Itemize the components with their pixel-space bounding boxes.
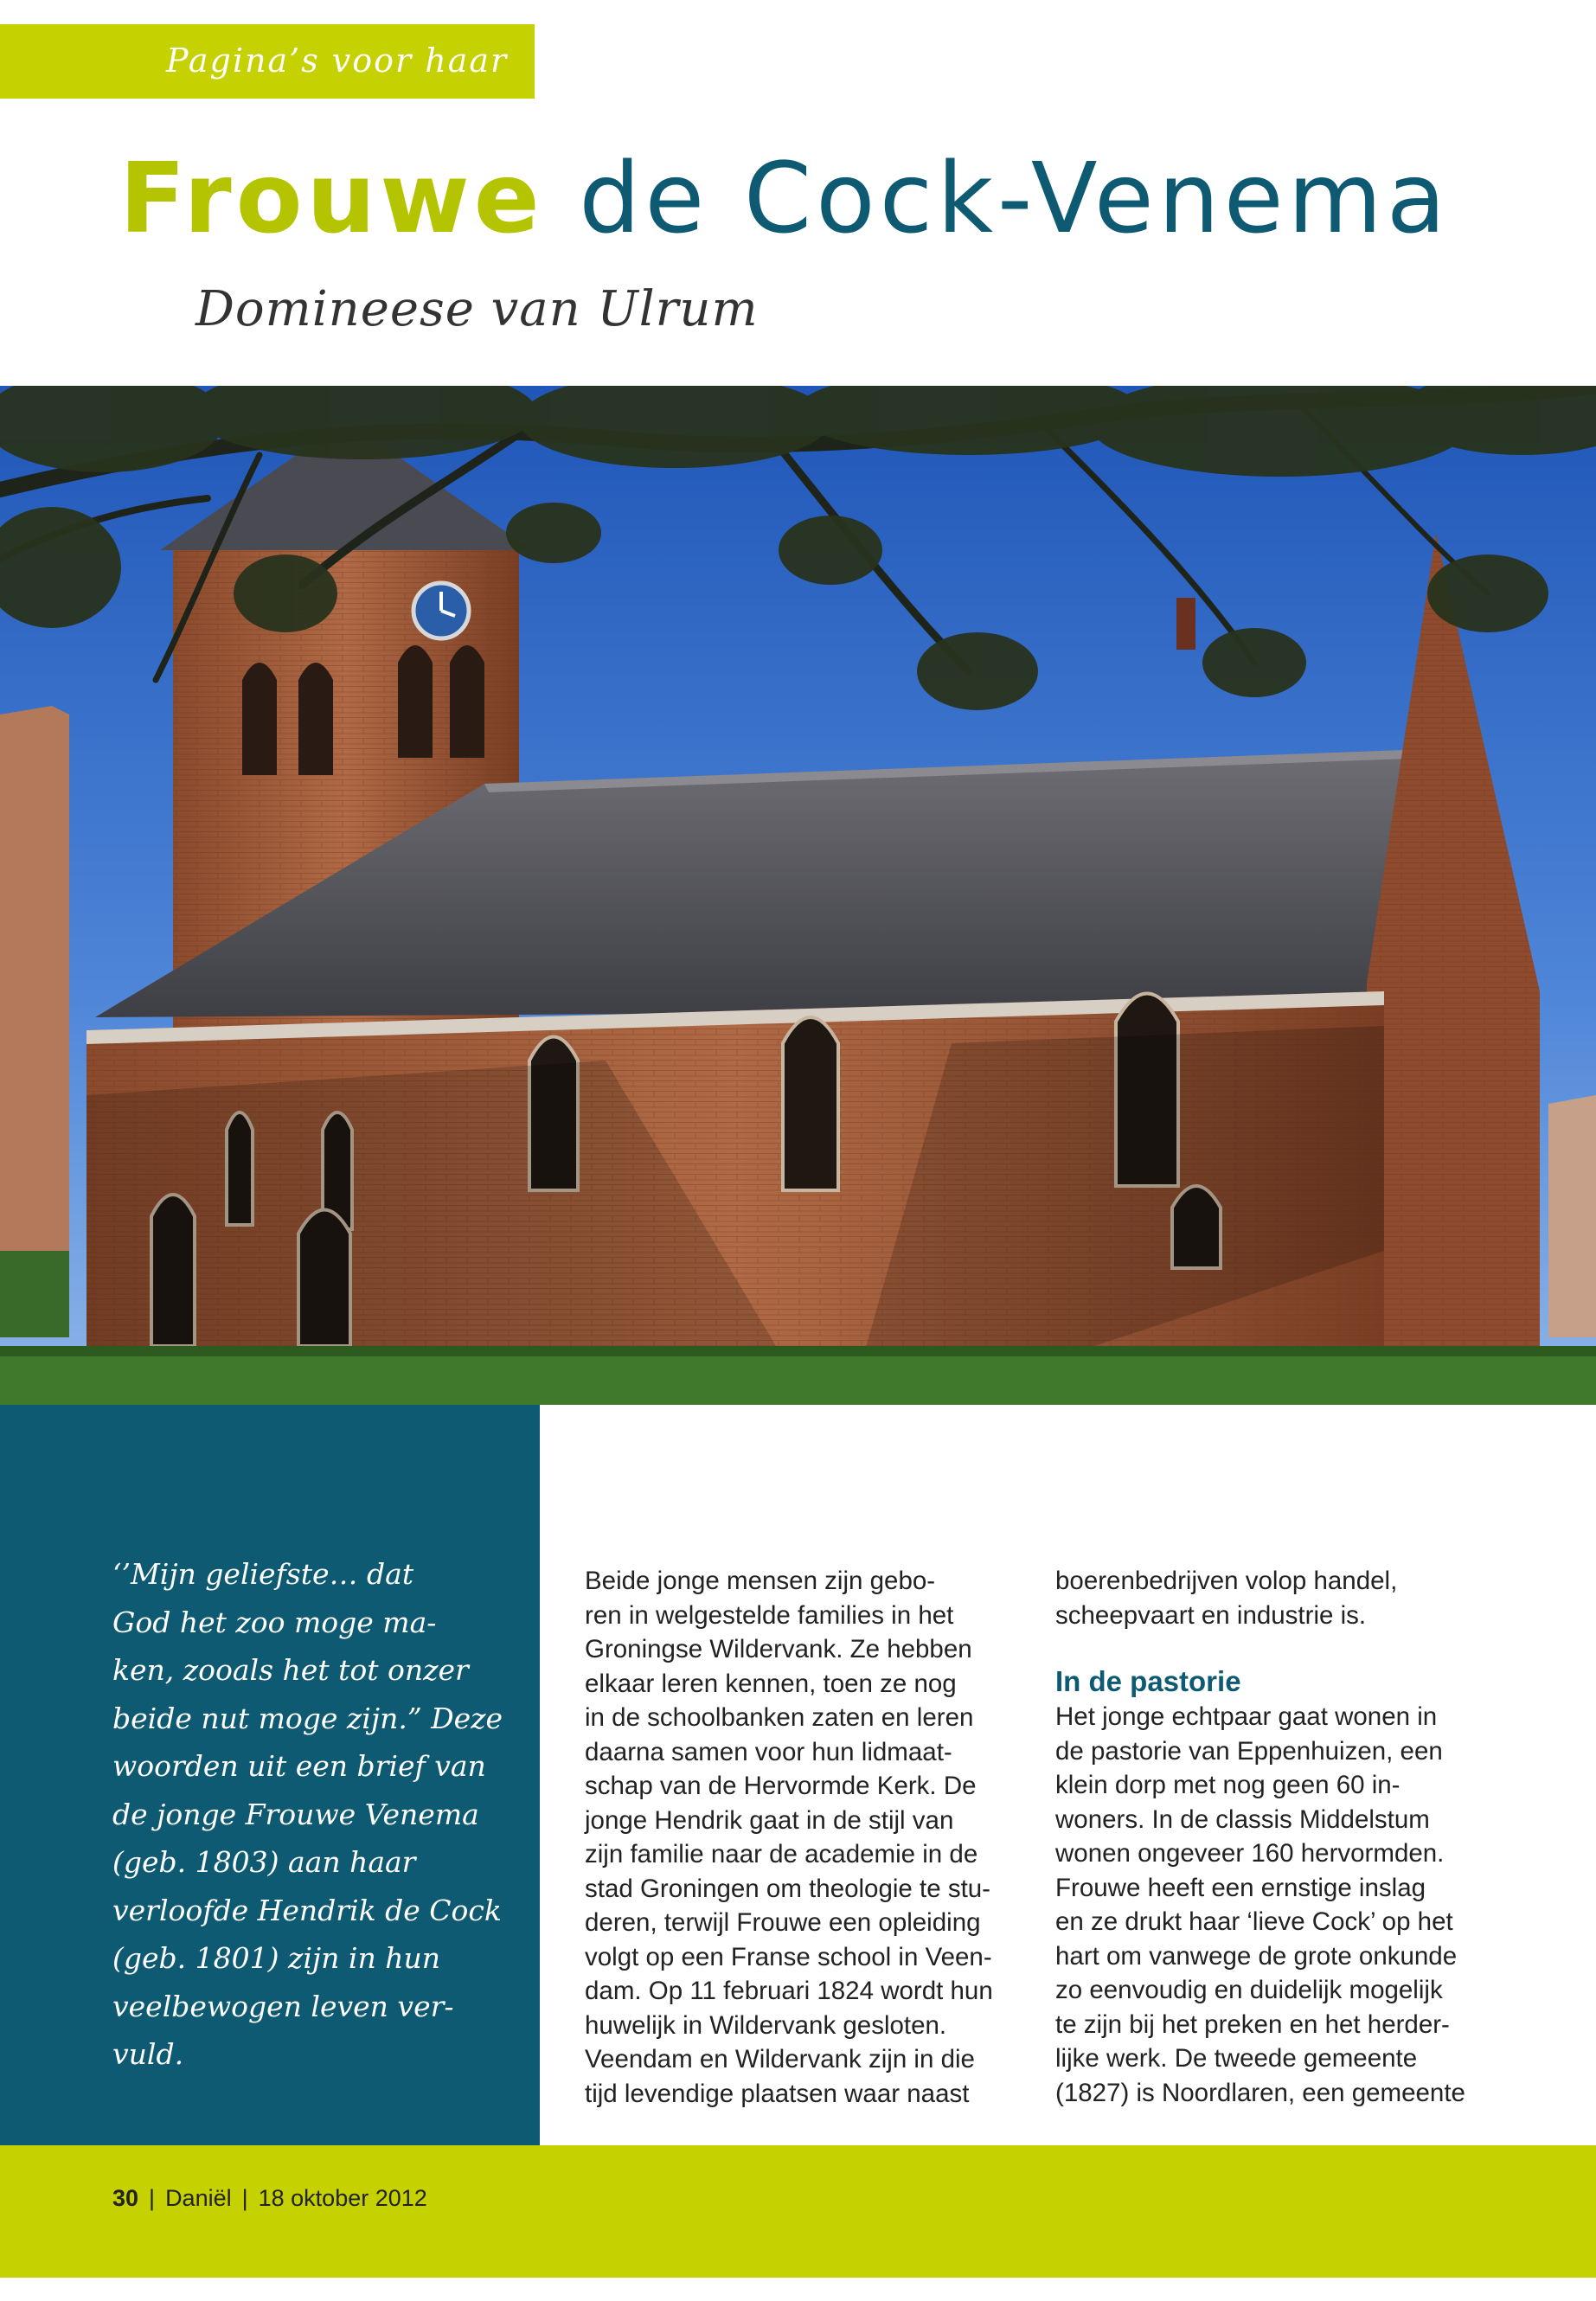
footer-separator: | [149, 2185, 156, 2211]
body-line: volgt op een Franse school in Veen- [585, 1942, 992, 1971]
quote-line: woorden uit een brief van [112, 1749, 486, 1783]
body-line: klein dorp met nog geen 60 in- [1055, 1771, 1401, 1799]
body-line: en ze drukt haar ‘lieve Cock’ op het [1055, 1907, 1453, 1936]
quote-line: beide nut moge zijn.” Deze [112, 1701, 503, 1735]
body-line: ren in welgestelde families in het [585, 1600, 954, 1630]
body-line: Frouwe heeft een ernstige inslag [1055, 1873, 1426, 1902]
body-line: de pastorie van Eppenhuizen, een [1055, 1736, 1443, 1766]
page-footer [112, 2185, 427, 2212]
article-subtitle: Domineese van Ulrum [195, 281, 759, 337]
quote-line: God het zoo moge ma- [112, 1605, 437, 1639]
body-line: jonge Hendrik gaat in de stijl van [585, 1805, 954, 1835]
article-column-1 [585, 1564, 1017, 2111]
quote-line: (geb. 1803) aan haar [112, 1845, 416, 1879]
body-line: dam. Op 11 februari 1824 wordt hun [585, 1977, 993, 2005]
title-rest: de Cock-Venema [543, 143, 1451, 255]
body-line: hart om vanwege de grote onkunde [1055, 1941, 1458, 1971]
title-first-word: Frouwe [119, 143, 544, 255]
body-line: te zijn bij het preken en het herder- [1055, 2009, 1450, 2039]
body-line: woners. In de classis Middelstum [1055, 1804, 1430, 1834]
body-line: zo eenvoudig en duidelijk mogelijk [1055, 1976, 1443, 2004]
pull-quote [112, 1550, 503, 2079]
body-line: elkaar leren kennen, toen ze nog [585, 1669, 957, 1698]
section-tag [0, 24, 535, 99]
page-number: 30 [112, 2185, 139, 2211]
publication-name: Daniël [165, 2185, 232, 2211]
body-line: boerenbedrijven volop handel, [1055, 1567, 1398, 1595]
quote-line: verloofde Hendrik de Cock [112, 1893, 502, 1927]
body-line: huwelijk in Wildervank gesloten. [585, 2010, 947, 2040]
quote-line: vuld. [112, 2037, 184, 2071]
body-line: wonen ongeveer 160 hervormden. [1055, 1839, 1445, 1868]
section-heading: In de pastorie [1055, 1665, 1241, 1697]
article-title [119, 138, 1450, 260]
body-line: deren, terwijl Frouwe een opleiding [585, 1908, 981, 1937]
body-line: Veendam en Wildervank zijn in die [585, 2045, 975, 2073]
body-line: tijd levendige plaatsen waar naast [585, 2079, 970, 2108]
body-line: Beide jonge mensen zijn gebo- [585, 1567, 936, 1595]
body-line: daarna samen voor hun lidmaat- [585, 1737, 952, 1766]
church-photo [0, 386, 1596, 1405]
article-column-2 [1055, 1564, 1488, 2110]
footer-separator: | [241, 2185, 248, 2211]
quote-line: de jonge Frouwe Venema [112, 1797, 479, 1831]
body-line: lijke werk. De tweede gemeente [1055, 2044, 1418, 2073]
body-line: scheepvaart en industrie is. [1055, 1600, 1367, 1630]
body-line: Groningse Wildervank. Ze hebben [585, 1635, 972, 1663]
quote-line: ken, zooals het tot onzer [112, 1653, 469, 1687]
section-label: Pagina’s voor haar [166, 42, 509, 80]
body-line: in de schoolbanken zaten en leren [585, 1703, 974, 1732]
body-line: zijn familie naar de academie in de [585, 1840, 978, 1868]
body-line: schap van de Hervormde Kerk. De [585, 1772, 977, 1800]
quote-line: veelbewogen leven ver- [112, 1989, 454, 2023]
quote-line: ‘’Mijn geliefste… dat [112, 1557, 414, 1591]
publication-date: 18 oktober 2012 [258, 2185, 427, 2211]
body-line: Het jonge echtpaar gaat wonen in [1055, 1702, 1438, 1731]
quote-line: (geb. 1801) zijn in hun [112, 1941, 440, 1975]
body-line: (1827) is Noordlaren, een gemeente [1055, 2078, 1465, 2107]
body-line: stad Groningen om theologie te stu- [585, 1874, 991, 1903]
